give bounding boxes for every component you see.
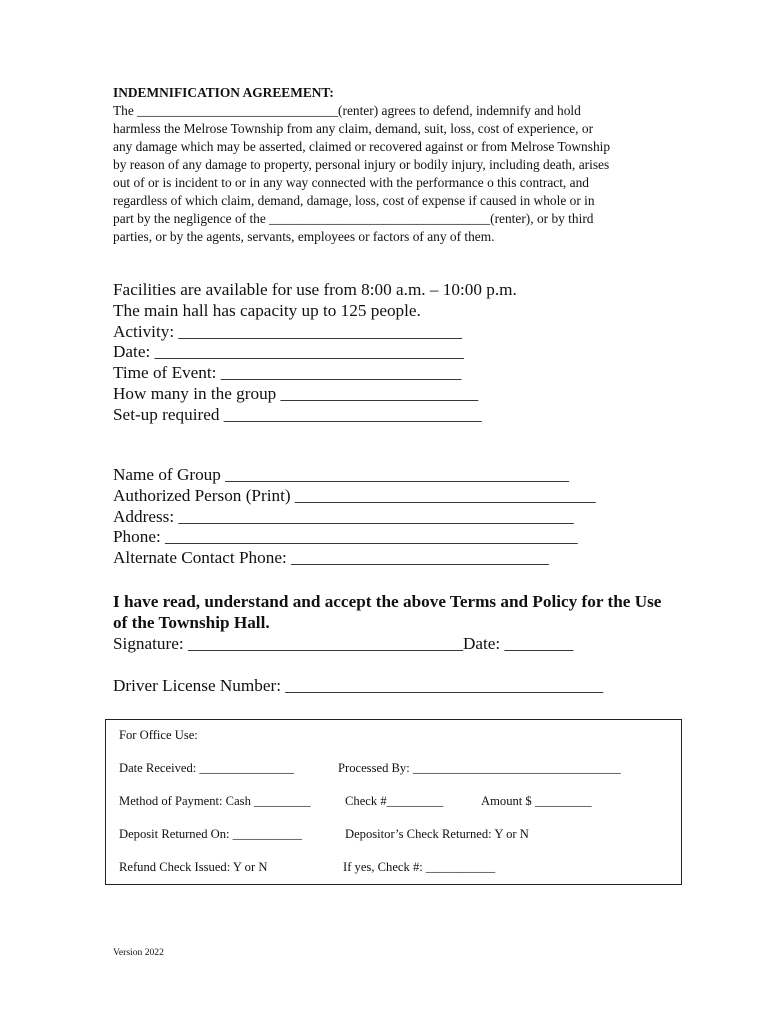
refund-check-number-field[interactable]: If yes, Check #: ___________ <box>343 860 496 874</box>
indemnification-line: regardless of which claim, demand, damage, loss, cost of expense if caused in whole or in <box>113 193 595 208</box>
facilities-section <box>113 280 703 426</box>
version-label: Version 2022 <box>113 947 164 958</box>
signature-date-field[interactable]: Signature: ________________________________Date: ________ <box>113 633 574 653</box>
indemnification-line: by reason of any damage to property, personal injury or bodily injury, including death, arises <box>113 157 610 172</box>
processed-by-field[interactable]: Processed By: _________________________________ <box>338 761 621 775</box>
amount-field[interactable]: Amount $ _________ <box>481 794 592 808</box>
date-received-field[interactable]: Date Received: _______________ <box>119 761 294 775</box>
acceptance-statement-cont: of the Township Hall. <box>113 612 270 632</box>
facility-capacity-text: The main hall has capacity up to 125 people. <box>113 300 421 320</box>
indemnification-line: out of or is incident to or in any way connected with the performance o this contract, and <box>113 175 589 190</box>
date-field[interactable]: Date: ____________________________________ <box>113 342 464 362</box>
group-info-section <box>113 465 713 569</box>
driver-license-field[interactable]: Driver License Number: _____________________________________ <box>113 676 604 695</box>
indemnification-section <box>113 84 683 246</box>
facility-hours-text: Facilities are available for use from 8:00 a.m. – 10:00 p.m. <box>113 280 517 299</box>
payment-method-field[interactable]: Method of Payment: Cash _________ <box>119 794 311 808</box>
indemnification-line: The ______________________________(renter) agrees to defend, indemnify and hold <box>113 103 581 118</box>
phone-field[interactable]: Phone: ________________________________________________ <box>113 527 578 547</box>
acceptance-statement: I have read, understand and accept the above Terms and Policy for the Use <box>113 592 662 611</box>
indemnification-title: INDEMNIFICATION AGREEMENT: <box>113 85 334 100</box>
deposit-returned-field[interactable]: Deposit Returned On: ___________ <box>119 827 302 841</box>
office-use-box <box>105 719 682 885</box>
indemnification-line: harmless the Melrose Township from any claim, demand, suit, loss, cost of experience, or <box>113 121 594 136</box>
refund-check-issued-field[interactable]: Refund Check Issued: Y or N <box>119 860 268 874</box>
acceptance-section <box>113 592 713 654</box>
address-field[interactable]: Address: ______________________________________________ <box>113 506 574 526</box>
check-number-field[interactable]: Check #_________ <box>345 794 444 808</box>
group-name-field[interactable]: Name of Group ________________________________________ <box>113 465 569 484</box>
authorized-person-field[interactable]: Authorized Person (Print) ___________________________________ <box>113 485 596 505</box>
office-use-heading: For Office Use: <box>119 728 198 742</box>
time-of-event-field[interactable]: Time of Event: ____________________________ <box>113 363 462 383</box>
depositor-check-returned-field[interactable]: Depositor’s Check Returned: Y or N <box>345 827 529 841</box>
indemnification-line: parties, or by the agents, servants, employees or factors of any of them. <box>113 229 495 244</box>
group-count-field[interactable]: How many in the group _______________________ <box>113 383 479 403</box>
indemnification-line: part by the negligence of the _________________________________(renter), or by third <box>113 211 594 226</box>
setup-required-field[interactable]: Set-up required ______________________________ <box>113 404 482 424</box>
alternate-phone-field[interactable]: Alternate Contact Phone: ______________________________ <box>113 548 549 568</box>
activity-field[interactable]: Activity: _________________________________ <box>113 321 462 341</box>
indemnification-line: any damage which may be asserted, claimed or recovered against or from Melrose Township <box>113 139 611 154</box>
